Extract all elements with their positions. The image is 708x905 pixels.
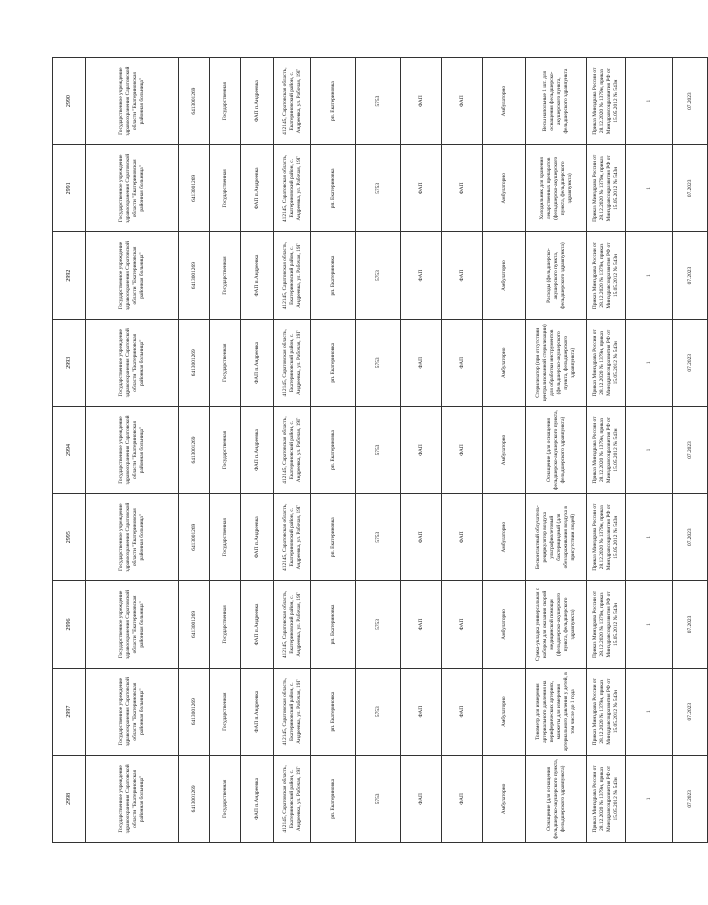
table-cell: Государственное учреждение здравоохранения Саратовской области "Екатериновская районная больница" xyxy=(86,319,179,406)
table-cell: 1 xyxy=(626,232,673,319)
table-cell: рп. Екатериновка xyxy=(311,668,356,755)
table-cell: 1 xyxy=(626,581,673,668)
table-cell: 412145, Саратовская область, Екатериновский район, с. Андреевка, ул. Рабочая, 19Г xyxy=(274,319,311,406)
table-cell: 6413001269 xyxy=(179,406,210,493)
table-cell: 412145, Саратовская область, Екатериновский район, с. Андреевка, ул. Рабочая, 19Г xyxy=(274,406,311,493)
table-cell: 6413001269 xyxy=(179,319,210,406)
table-cell: 412145, Саратовская область, Екатериновский район, с. Андреевка, ул. Рабочая, 19Г xyxy=(274,581,311,668)
table-cell: ФАП п.Андреевка xyxy=(241,755,274,842)
table-cell: Амбулаторно xyxy=(483,406,526,493)
table-cell: Тонометр для измерения артериального давления на периферических артериях, манжеты для измерения артериального давления у детей, в том числе до 1 года xyxy=(526,668,587,755)
column-header: 2997 xyxy=(53,668,86,755)
table-cell: Амбулаторно xyxy=(483,668,526,755)
table-cell: Бесконтактный облучатель-рециркулятор воздуха ультрафиолетовый бактерицидный (для обеззараживания воздуха в присутствии людей) xyxy=(526,494,587,581)
table-cell: ФАП xyxy=(401,319,442,406)
table-cell: Амбулаторно xyxy=(483,58,526,145)
table-cell: Государственная xyxy=(210,319,241,406)
table-cell: Государственное учреждение здравоохранения Саратовской области "Екатериновская районная больница" xyxy=(86,406,179,493)
table-cell: ФАП xyxy=(442,755,483,842)
rotated-table-wrapper xyxy=(52,57,693,843)
column-header: 2993 xyxy=(53,319,86,406)
table-cell: Расходы (фельдшерско-акушерского пункта, фельдшерского здравпункта) xyxy=(526,232,587,319)
table-cell: Государственная xyxy=(210,581,241,668)
table-cell: ФАП xyxy=(401,494,442,581)
table-row xyxy=(401,58,442,843)
table-row xyxy=(526,58,587,843)
table-row xyxy=(210,58,241,843)
table-cell: Амбулаторно xyxy=(483,494,526,581)
table-cell: Приказ Минздрава России от 28.12.2020 № 1379н, приказ Минздравсоцразвития РФ от 15.05.2012 № 543н xyxy=(587,232,626,319)
column-header: 2991 xyxy=(53,145,86,232)
table-cell: Государственное учреждение здравоохранения Саратовской области "Екатериновская районная больница" xyxy=(86,232,179,319)
table-row xyxy=(311,58,356,843)
table-cell: 5753 xyxy=(356,494,401,581)
table-cell: 07.2023 xyxy=(673,668,708,755)
table-cell: ФАП xyxy=(401,58,442,145)
table-cell: Государственная xyxy=(210,406,241,493)
table-cell: 6413001269 xyxy=(179,755,210,842)
table-cell: 412145, Саратовская область, Екатериновский район, с. Андреевка, ул. Рабочая, 19Г xyxy=(274,145,311,232)
table-cell: 6413001269 xyxy=(179,494,210,581)
table-cell: ФАП xyxy=(442,406,483,493)
table-row xyxy=(241,58,274,843)
table-cell: 412145, Саратовская область, Екатериновский район, с. Андреевка, ул. Рабочая, 19Г xyxy=(274,755,311,842)
table-row xyxy=(442,58,483,843)
column-header: 2990 xyxy=(53,58,86,145)
table-cell: 6413001269 xyxy=(179,145,210,232)
table-cell: 412145, Саратовская область, Екатериновский район, с. Андреевка, ул. Рабочая, 19Г xyxy=(274,58,311,145)
table-cell: Государственное учреждение здравоохранения Саратовской области "Екатериновская районная больница" xyxy=(86,755,179,842)
table-row xyxy=(86,58,179,843)
table-cell: ФАП xyxy=(401,755,442,842)
table-body xyxy=(53,58,708,843)
table-cell: 1 xyxy=(626,755,673,842)
table-cell: ФАП xyxy=(442,232,483,319)
table-cell: Государственная xyxy=(210,232,241,319)
table-cell: ФАП п.Андреевка xyxy=(241,232,274,319)
table-cell: 412145, Саратовская область, Екатериновский район, с. Андреевка, ул. Рабочая, 19Г xyxy=(274,668,311,755)
table-cell: Приказ Минздрава России от 28.12.2020 № 1379н, приказ Минздравсоцразвития РФ от 15.05.2012 № 543н xyxy=(587,581,626,668)
table-cell: 5753 xyxy=(356,58,401,145)
table-cell: Оснащение (для оснащения фельдшерско-акушерского пункта, фельдшерского здравпункта) xyxy=(526,406,587,493)
table-cell: 6413001269 xyxy=(179,232,210,319)
table-cell: ФАП xyxy=(442,58,483,145)
table-cell: Приказ Минздрава России от 28.12.2020 № 1379н, приказ Минздравсоцразвития РФ от 15.05.2012 № 543н xyxy=(587,145,626,232)
table-cell: 412145, Саратовская область, Екатериновский район, с. Андреевка, ул. Рабочая, 19Г xyxy=(274,494,311,581)
table-cell: 07.2023 xyxy=(673,232,708,319)
table-cell: Государственное учреждение здравоохранения Саратовской области "Екатериновская районная больница" xyxy=(86,668,179,755)
table-cell: рп. Екатериновка xyxy=(311,581,356,668)
table-cell: Государственное учреждение здравоохранения Саратовской области "Екатериновская районная больница" xyxy=(86,494,179,581)
table-cell: Государственная xyxy=(210,755,241,842)
table-cell: Приказ Минздрава России от 28.12.2020 № 1379н, приказ Минздравсоцразвития РФ от 15.05.2012 № 543н xyxy=(587,668,626,755)
table-cell: 1 xyxy=(626,494,673,581)
table-row xyxy=(53,58,86,843)
table-cell: рп. Екатериновка xyxy=(311,494,356,581)
column-header: 2992 xyxy=(53,232,86,319)
table-cell: Приказ Минздрава России от 28.12.2020 № 1379н, приказ Минздравсоцразвития РФ от 15.05.2012 № 543н xyxy=(587,494,626,581)
table-cell: 07.2023 xyxy=(673,58,708,145)
table-cell: ФАП xyxy=(401,668,442,755)
table-row xyxy=(483,58,526,843)
table-cell: Амбулаторно xyxy=(483,145,526,232)
table-cell: 412145, Саратовская область, Екатериновский район, с. Андреевка, ул. Рабочая, 19Г xyxy=(274,232,311,319)
table-cell: рп. Екатериновка xyxy=(311,319,356,406)
table-cell: ФАП xyxy=(401,232,442,319)
table-cell: ФАП xyxy=(442,145,483,232)
table-cell: рп. Екатериновка xyxy=(311,755,356,842)
table-cell: 6413001269 xyxy=(179,58,210,145)
table-cell: Приказ Минздрава России от 28.12.2020 № 1379н, приказ Минздравсоцразвития РФ от 15.05.2012 № 543н xyxy=(587,406,626,493)
table-cell: Оснащение (для оснащения фельдшерско-акушерского пункта, фельдшерского здравпункта) xyxy=(526,755,587,842)
table-row xyxy=(673,58,708,843)
column-header: 2998 xyxy=(53,755,86,842)
table-row xyxy=(179,58,210,843)
table-cell: Государственная xyxy=(210,668,241,755)
table-cell: Холодильник для хранения лекарственных препаратов (фельдшерско-акушерского пункта, фельдшерского здравпункта) xyxy=(526,145,587,232)
table-cell: ФАП п.Андреевка xyxy=(241,319,274,406)
table-cell: 1 xyxy=(626,319,673,406)
table-cell: Государственное учреждение здравоохранения Саратовской области "Екатериновская районная больница" xyxy=(86,145,179,232)
table-cell: Приказ Минздрава России от 28.12.2020 № 1379н, приказ Минздравсоцразвития РФ от 15.05.2012 № 543н xyxy=(587,58,626,145)
table-cell: 5753 xyxy=(356,755,401,842)
table-cell: ФАП п.Андреевка xyxy=(241,668,274,755)
table-cell: ФАП п.Андреевка xyxy=(241,494,274,581)
table-row xyxy=(587,58,626,843)
column-header: 2994 xyxy=(53,406,86,493)
table-cell: Государственное учреждение здравоохранения Саратовской области "Екатериновская районная больница" xyxy=(86,581,179,668)
table-cell: Амбулаторно xyxy=(483,755,526,842)
table-cell: Сумка-укладка универсальная с набором для оказания скорой медицинской помощи (фельдшерско-акушерского пункта, фельдшерского здравпункта) xyxy=(526,581,587,668)
table-cell: ФАП п.Андреевка xyxy=(241,581,274,668)
table-cell: Приказ Минздрава России от 28.12.2020 № 1379н, приказ Минздравсоцразвития РФ от 15.05.2012 № 543н xyxy=(587,319,626,406)
table-cell: ФАП xyxy=(401,406,442,493)
table-cell: ФАП xyxy=(442,581,483,668)
table-cell: Амбулаторно xyxy=(483,319,526,406)
table-cell: 5753 xyxy=(356,319,401,406)
table-cell: рп. Екатериновка xyxy=(311,145,356,232)
table-row xyxy=(626,58,673,843)
table-cell: 6413001269 xyxy=(179,581,210,668)
table-cell: Государственная xyxy=(210,494,241,581)
table-cell: 07.2023 xyxy=(673,755,708,842)
table-cell: ФАП п.Андреевка xyxy=(241,145,274,232)
table-cell: 07.2023 xyxy=(673,145,708,232)
table-cell: рп. Екатериновка xyxy=(311,406,356,493)
table-cell: Весы напольные 1 шт. для оснащения фельдшерско-акушерского пункта, фельдшерского здравпункта xyxy=(526,58,587,145)
table-cell: Приказ Минздрава России от 28.12.2020 № 1379н, приказ Минздравсоцразвития РФ от 15.05.2012 № 543н xyxy=(587,755,626,842)
column-header: 2995 xyxy=(53,494,86,581)
table-cell: 6413001269 xyxy=(179,668,210,755)
table-cell: ФАП п.Андреевка xyxy=(241,406,274,493)
table-cell: 07.2023 xyxy=(673,319,708,406)
column-header: 2996 xyxy=(53,581,86,668)
table-cell: Стерилизатор (при отсутствии централизованной стерилизации) для обработки инструментов (фельдшерско-акушерского пункта, фельдшерского здравпункта) xyxy=(526,319,587,406)
table-cell: 1 xyxy=(626,406,673,493)
table-cell: 07.2023 xyxy=(673,494,708,581)
table-cell: ФАП п.Андреевка xyxy=(241,58,274,145)
table-cell: 1 xyxy=(626,58,673,145)
table-cell: 5753 xyxy=(356,406,401,493)
table-row xyxy=(274,58,311,843)
table-cell: 5753 xyxy=(356,232,401,319)
table-cell: ФАП xyxy=(442,319,483,406)
table-cell: 5753 xyxy=(356,145,401,232)
table-cell: ФАП xyxy=(401,581,442,668)
table-cell: 07.2023 xyxy=(673,581,708,668)
table-cell: 5753 xyxy=(356,668,401,755)
table-cell: 1 xyxy=(626,668,673,755)
table-cell: Государственная xyxy=(210,58,241,145)
table-cell: 5753 xyxy=(356,581,401,668)
table-cell: ФАП xyxy=(442,494,483,581)
table-cell: Амбулаторно xyxy=(483,581,526,668)
table-cell: рп. Екатериновка xyxy=(311,58,356,145)
table-row xyxy=(356,58,401,843)
table-cell: рп. Екатериновка xyxy=(311,232,356,319)
table-cell: ФАП xyxy=(442,668,483,755)
table-cell: 07.2023 xyxy=(673,406,708,493)
table-cell: Государственное учреждение здравоохранения Саратовской области "Екатериновская районная больница" xyxy=(86,58,179,145)
table-cell: 1 xyxy=(626,145,673,232)
table-cell: Государственная xyxy=(210,145,241,232)
table-cell: ФАП xyxy=(401,145,442,232)
equipment-table xyxy=(52,57,708,843)
table-cell: Амбулаторно xyxy=(483,232,526,319)
